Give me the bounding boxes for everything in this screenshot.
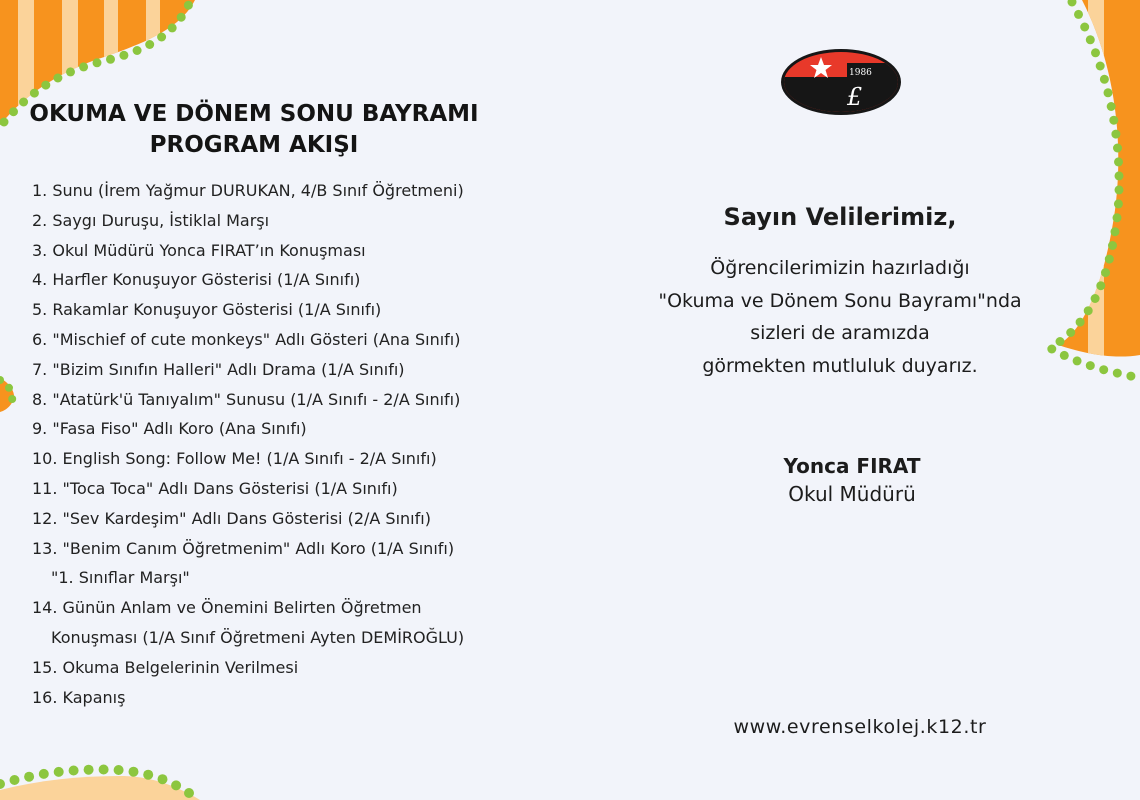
garland-dot	[30, 89, 39, 98]
garland-dot	[24, 772, 34, 782]
garland-dot	[129, 767, 139, 777]
signer-name: Yonca FIRAT	[783, 454, 921, 478]
garland-dot	[54, 767, 64, 777]
garland-dot	[1096, 62, 1105, 71]
program-item: 12. "Sev Kardeşim" Adlı Dans Gösterisi (2/A Sınıfı)	[32, 508, 431, 528]
garland-dot	[158, 774, 168, 784]
garland-dot	[5, 384, 13, 392]
garland-dot	[53, 74, 62, 83]
program-item: 16. Kapanış	[32, 687, 126, 707]
logo-symbol: £	[847, 83, 863, 111]
signer-title: Okul Müdürü	[788, 482, 916, 506]
program-item-continuation: "1. Sınıflar Marşı"	[51, 568, 190, 588]
garland-dot	[84, 765, 94, 775]
invitation-line: görmekten mutluluk duyarız.	[702, 354, 978, 377]
program-item: 9. "Fasa Fiso" Adlı Koro (Ana Sınıfı)	[32, 419, 307, 439]
invitation-line: "Okuma ve Dönem Sonu Bayramı"nda	[658, 289, 1022, 312]
garland-dot	[114, 765, 124, 775]
program-title-line2: PROGRAM AKIŞI	[149, 132, 359, 158]
garland-dot	[1091, 294, 1100, 303]
program-item: 7. "Bizim Sınıfın Halleri" Adlı Drama (1/A Sınıfı)	[32, 359, 405, 379]
garland-dot	[1091, 48, 1100, 57]
garland-dot	[39, 769, 49, 779]
garland-dot	[1073, 356, 1082, 365]
program-item: 15. Okuma Belgelerinin Verilmesi	[32, 657, 299, 677]
invitation-line: sizleri de aramızda	[750, 322, 930, 344]
garland-dot	[1113, 369, 1122, 378]
garland-dot	[1113, 144, 1122, 153]
program-item: 6. "Mischief of cute monkeys" Adlı Gösteri (Ana Sınıfı)	[32, 329, 461, 349]
program-item: 4. Harfler Konuşuyor Gösterisi (1/A Sınıfı)	[32, 270, 361, 290]
garland-dot	[1111, 130, 1120, 139]
program-title-line1: OKUMA VE DÖNEM SONU BAYRAMI	[29, 101, 479, 127]
garland-dot	[79, 62, 88, 71]
garland-dot	[1076, 318, 1085, 327]
garland-dot	[1080, 23, 1089, 32]
garland-dot	[1074, 10, 1083, 19]
garland-dot	[1096, 281, 1105, 290]
website-link[interactable]: www.evrenselkolej.k12.tr	[733, 716, 987, 738]
program-item: 3. Okul Müdürü Yonca FIRAT’ın Konuşması	[32, 240, 366, 260]
garland-dot	[145, 40, 154, 49]
program-item: 13. "Benim Canım Öğretmenim" Adlı Koro (1/A Sınıfı)	[32, 538, 455, 558]
garland-dot	[184, 788, 194, 798]
garland-dot	[0, 779, 5, 789]
garland-dot	[119, 51, 128, 60]
garland-dot	[171, 780, 181, 790]
program-item: 10. English Song: Follow Me! (1/A Sınıfı - 2/A Sınıfı)	[32, 449, 437, 469]
garland-dot	[1115, 171, 1124, 180]
greeting: Sayın Velilerimiz,	[723, 203, 957, 231]
garland-dot	[143, 770, 153, 780]
garland-dot	[10, 775, 20, 785]
garland-dot	[1100, 75, 1109, 84]
garland-dot	[41, 81, 50, 90]
garland-dot	[177, 13, 186, 22]
garland-dot	[106, 55, 115, 64]
garland-dot	[93, 58, 102, 67]
program-list	[32, 176, 502, 712]
garland-dot	[1114, 157, 1123, 166]
program-item: 5. Rakamlar Konuşuyor Gösterisi (1/A Sınıfı)	[32, 300, 382, 320]
program-item: 8. "Atatürk'ü Tanıyalım" Sunusu (1/A Sınıfı - 2/A Sınıfı)	[32, 389, 461, 409]
garland-dot	[1108, 241, 1117, 250]
garland-dot	[1099, 365, 1108, 374]
garland-dot	[1114, 199, 1123, 208]
garland-dot	[133, 46, 142, 55]
program-item: 2. Saygı Duruşu, İstiklal Marşı	[32, 210, 270, 230]
program-title	[0, 99, 508, 161]
garland-dot	[1113, 213, 1122, 222]
garland-dot	[66, 67, 75, 76]
garland-dot	[69, 766, 79, 776]
garland-dot	[1086, 35, 1095, 44]
garland-dot	[1104, 88, 1113, 97]
garland-dot	[1084, 306, 1093, 315]
garland-dot	[1126, 372, 1135, 381]
garland-dot	[184, 1, 193, 10]
program-item: 14. Günün Anlam ve Önemini Belirten Öğretmen	[32, 598, 422, 618]
garland-dot	[8, 395, 16, 403]
garland-dot	[157, 33, 166, 42]
garland-dot	[1115, 185, 1124, 194]
garland-dot	[1109, 116, 1118, 125]
logo-year: 1986	[849, 68, 872, 78]
garland-dot	[1101, 268, 1110, 277]
garland-dot	[99, 765, 109, 775]
garland-dot	[1107, 102, 1116, 111]
garland-dot	[1066, 328, 1075, 337]
garland-dot	[1068, 0, 1077, 7]
garland-dot	[1105, 255, 1114, 264]
program-item: 11. "Toca Toca" Adlı Dans Gösterisi (1/A Sınıfı)	[32, 478, 398, 498]
program-item: 1. Sunu (İrem Yağmur DURUKAN, 4/B Sınıf Öğretmeni)	[32, 181, 464, 200]
program-item-continuation: Konuşması (1/A Sınıf Öğretmeni Ayten DEMİROĞLU)	[51, 627, 465, 647]
garland-dot	[1060, 351, 1069, 360]
garland-dot	[1086, 361, 1095, 370]
invitation-text	[620, 252, 1060, 382]
garland-dot	[1111, 227, 1120, 236]
invitation-line: Öğrencilerimizin hazırladığı	[710, 257, 970, 279]
garland-dot	[168, 23, 177, 32]
school-logo	[779, 47, 903, 117]
